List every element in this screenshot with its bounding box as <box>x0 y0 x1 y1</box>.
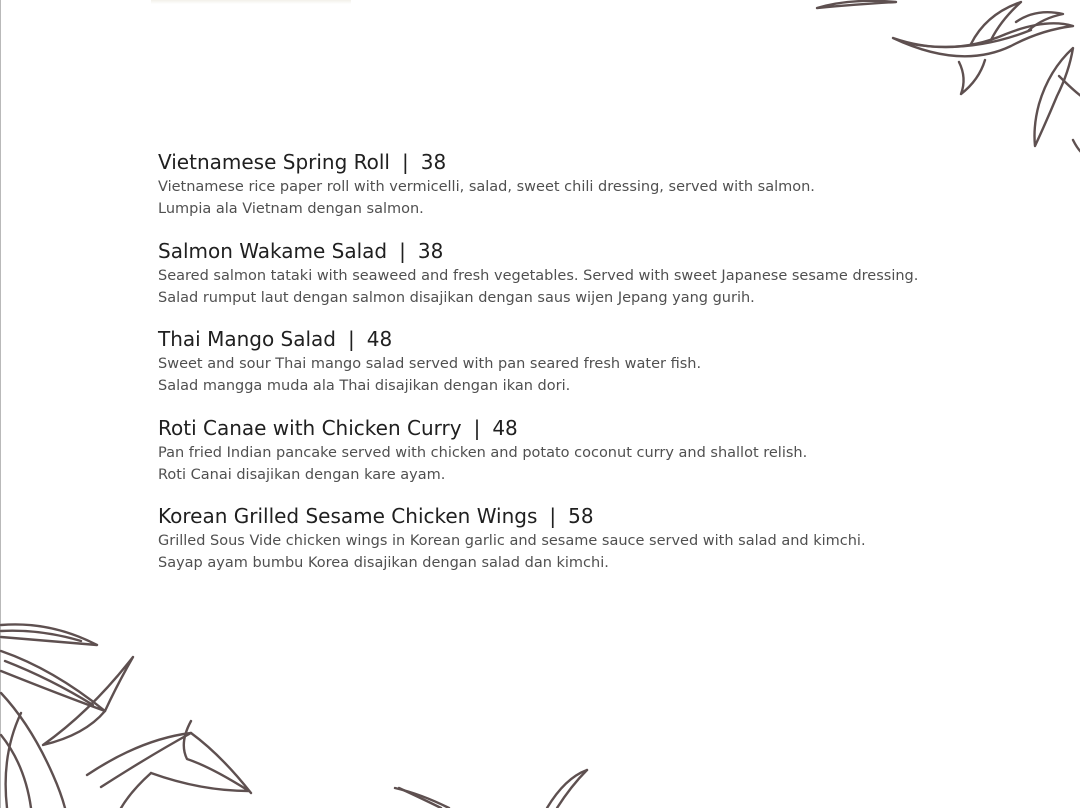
menu-item-price: 38 <box>417 238 444 263</box>
menu-item-price: 58 <box>568 504 594 528</box>
menu-item-title <box>158 148 1018 176</box>
menu-item-title <box>158 325 1018 353</box>
menu-item <box>158 325 1018 414</box>
price-separator: | <box>348 327 355 351</box>
menu-item-description-en: Pan fried Indian pancake served with chicken and potato coconut curry and shallot relish. <box>158 444 808 461</box>
price-separator: | <box>473 415 481 440</box>
menu-item-price: 48 <box>366 327 393 351</box>
menu-item-name: Roti Canae with Chicken Curry <box>158 415 462 440</box>
leaf-illustration-top-right <box>801 0 1080 160</box>
menu-item-price: 48 <box>492 415 518 440</box>
menu-list <box>158 148 1018 591</box>
menu-item <box>158 148 1018 237</box>
menu-item-description-en: Grilled Sous Vide chicken wings in Korean garlic and sesame sauce served with salad and kimchi. <box>158 533 866 549</box>
menu-item-description-id: Lumpia ala Vietnam dengan salmon. <box>158 201 424 217</box>
price-separator: | <box>402 150 409 174</box>
top-edge-smudge <box>151 0 351 4</box>
menu-item-description-en: Sweet and sour Thai mango salad served with pan seared fresh water fish. <box>158 356 702 372</box>
menu-item <box>158 237 1018 326</box>
menu-item-name: Thai Mango Salad <box>158 327 336 351</box>
menu-item-description-en: Seared salmon tataki with seaweed and fresh vegetables. Served with sweet Japanese sesame dressing. <box>158 267 919 284</box>
menu-item-description-id: Salad mangga muda ala Thai disajikan dengan ikan dori. <box>158 378 571 394</box>
menu-item-description-id: Roti Canai disajikan dengan kare ayam. <box>158 466 446 483</box>
leaf-illustration-bottom-center <box>381 760 601 808</box>
menu-item-name: Korean Grilled Sesame Chicken Wings <box>158 504 538 528</box>
menu-item-title <box>158 414 1018 442</box>
menu-item-description-en: Vietnamese rice paper roll with vermicelli, salad, sweet chili dressing, served with salmon. <box>158 179 815 195</box>
leaf-illustration-bottom-left <box>1 615 261 808</box>
menu-item-name: Vietnamese Spring Roll <box>158 150 390 174</box>
menu-item-description-id: Salad rumput laut dengan salmon disajikan dengan saus wijen Jepang yang gurih. <box>158 289 755 306</box>
menu-item-title <box>158 502 1018 530</box>
menu-item-title <box>158 237 1018 265</box>
menu-item-price: 38 <box>420 150 447 174</box>
price-separator: | <box>549 504 557 528</box>
menu-item-name: Salmon Wakame Salad <box>158 238 388 263</box>
menu-item <box>158 502 1018 591</box>
menu-item-description-id: Sayap ayam bumbu Korea disajikan dengan salad dan kimchi. <box>158 555 609 571</box>
menu-item <box>158 414 1018 503</box>
price-separator: | <box>399 238 406 263</box>
